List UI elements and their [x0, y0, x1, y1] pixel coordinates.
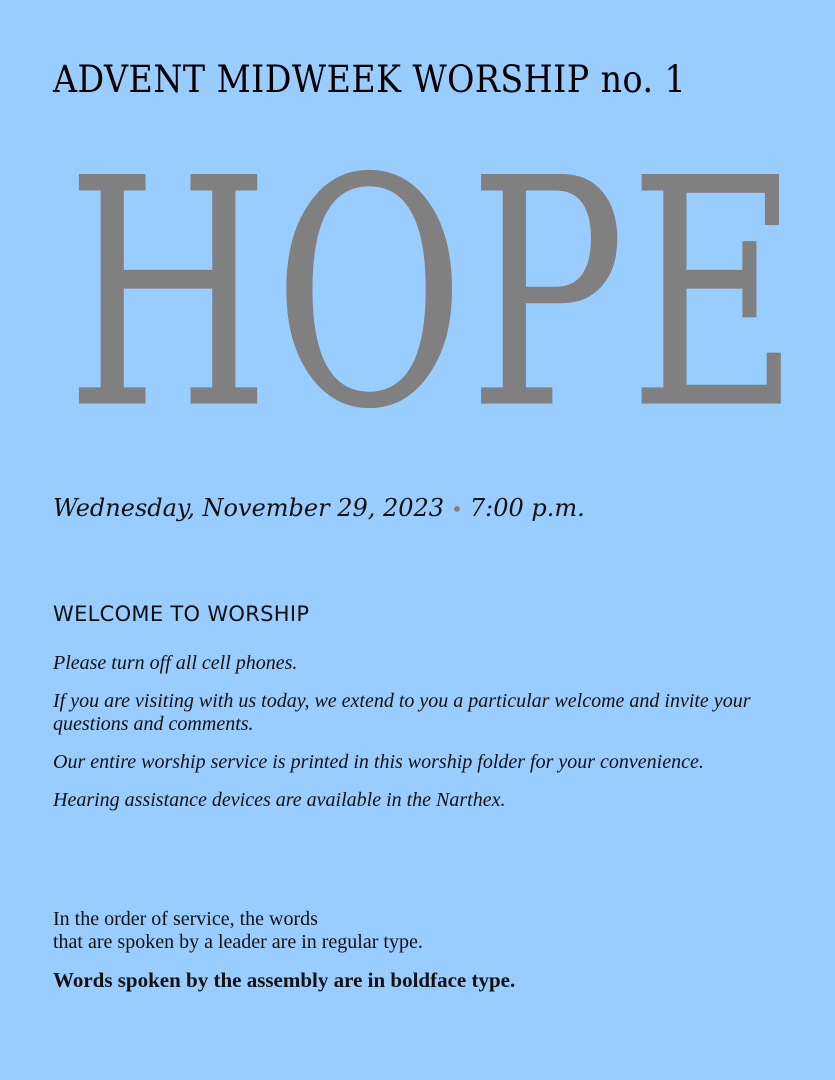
bullet-separator: •	[451, 497, 463, 521]
order-note-line-1: In the order of service, the words	[53, 908, 318, 930]
welcome-item-cell-phones: Please turn off all cell phones.	[53, 652, 298, 674]
welcome-heading: WELCOME TO WORSHIP	[53, 602, 310, 626]
welcome-item-folder: Our entire worship service is printed in this worship folder for your convenience.	[53, 751, 704, 773]
page-title: ADVENT MIDWEEK WORSHIP no. 1	[53, 58, 687, 101]
hero-word: HOPE	[66, 111, 803, 479]
service-time: 7:00 p.m.	[469, 494, 585, 522]
welcome-list	[53, 652, 788, 827]
service-date-time	[53, 494, 585, 522]
order-of-service-note	[53, 908, 423, 954]
welcome-item-hearing: Hearing assistance devices are available in the Narthex.	[53, 789, 506, 811]
service-date: Wednesday, November 29, 2023	[53, 494, 445, 522]
welcome-item-visitors: If you are visiting with us today, we extend to you a particular welcome and invite your questions and comments.	[53, 690, 751, 735]
assembly-boldface-note: Words spoken by the assembly are in boldface type.	[53, 968, 516, 992]
order-note-line-2: that are spoken by a leader are in regular type.	[53, 931, 423, 953]
